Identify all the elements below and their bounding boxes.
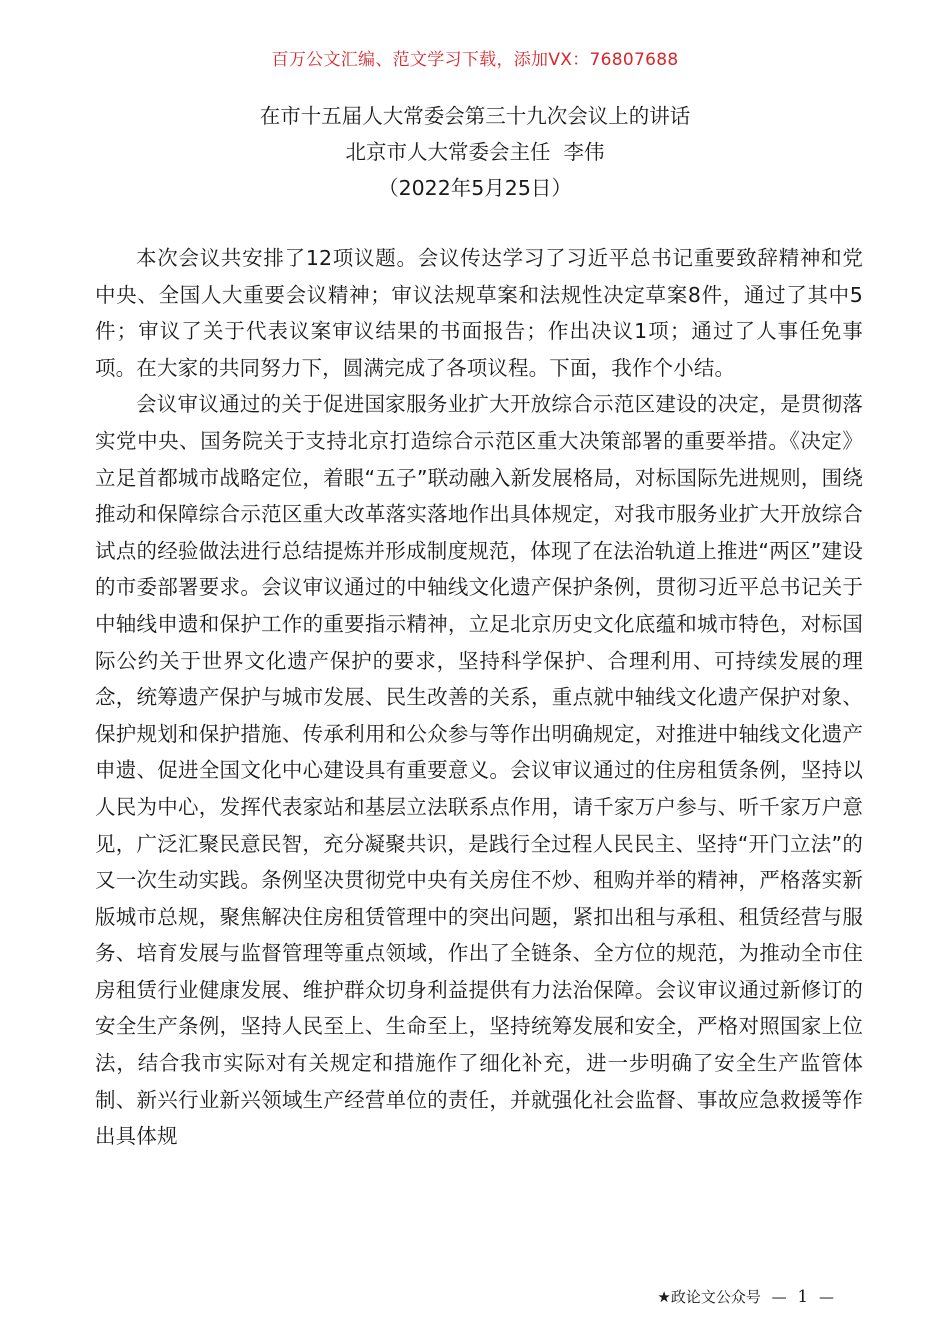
header-watermark-note: 百万公文汇编、范文学习下载，添加VX：76807688 — [271, 50, 679, 70]
title-block — [0, 98, 950, 206]
speaker-line: 北京市人大常委会主任 李伟 — [345, 140, 605, 164]
footer-source: ★政论文公众号 — [657, 1288, 761, 1306]
body-text — [95, 240, 863, 1155]
footer-dash-left: — — [771, 1288, 787, 1306]
speech-date: （2022年5月25日） — [378, 176, 572, 200]
footer-dash-right: — — [819, 1288, 834, 1306]
page-footer — [657, 1286, 840, 1307]
paragraph-2: 会议审议通过的关于促进国家服务业扩大开放综合示范区建设的决定，是贯彻落实党中央、国务院关于支持北京打造综合示范区重大决策部署的重要举措。《决定》立足首都城市战略定位，着眼“五子”联动融入新发展格局，对标国际先进规则，围绕推动和保障综合示范区重大改革落实落地作出具体规定，对我市服务业扩大开放综合试点的经验做法进行总结提炼并形成制度规范，体现了在法治轨道上推进“两区”建设的市委部署要求。会议审议通过的中轴线文化遗产保护条例，贯彻习近平总书记关于中轴线申遗和保护工作的重要指示精神，立足北京历史文化底蕴和城市特色，对标国际公约关于世界文化遗产保护的要求，坚持科学保护、合理利用、可持续发展的理念，统筹遗产保护与城市发展、民生改善的关系，重点就中轴线文化遗产保护对象、保护规划和保护措施、传承利用和公众参与等作出明确规定，对推进中轴线文化遗产申遗、促进全国文化中心建设具有重要意义。会议审议通过的住房租赁条例，坚持以人民为中心，发挥代表家站和基层立法联系点作用，请千家万户参与、听千家万户意见，广泛汇聚民意民智，充分凝聚共识，是践行全过程人民民主、坚持“开门立法”的又一次生动实践。条例坚决贯彻党中央有关房住不炒、租购并举的精神，严格落实新版城市总规，聚焦解决住房租赁管理中的突出问题，紧扣出租与承租、租赁经营与服务、培育发展与监督管理等重点领域，作出了全链条、全方位的规范，为推动全市住房租赁行业健康发展、维护群众切身利益提供有力法治保障。会议审议通过新修订的安全生产条例，坚持人民至上、生命至上，坚持统筹发展和安全，严格对照国家上位法，结合我市实际对有关规定和措施作了细化补充，进一步明确了安全生产监管体制、新兴行业新兴领域生产经营单位的责任，并就强化社会监督、事故应急救援等作出具体规 — [95, 392, 863, 1149]
paragraph-1: 本次会议共安排了12项议题。会议传达学习了习近平总书记重要致辞精神和党中央、全国人大重要会议精神；审议法规草案和法规性决定草案8件，通过了其中5件；审议了关于代表议案审议结果的书面报告；作出决议1项；通过了人事任免事项。在大家的共同努力下，圆满完成了各项议程。下面，我作个小结。 — [95, 246, 863, 380]
speech-title: 在市十五届人大常委会第三十九次会议上的讲话 — [259, 104, 691, 128]
page-number: 1 — [797, 1287, 809, 1307]
